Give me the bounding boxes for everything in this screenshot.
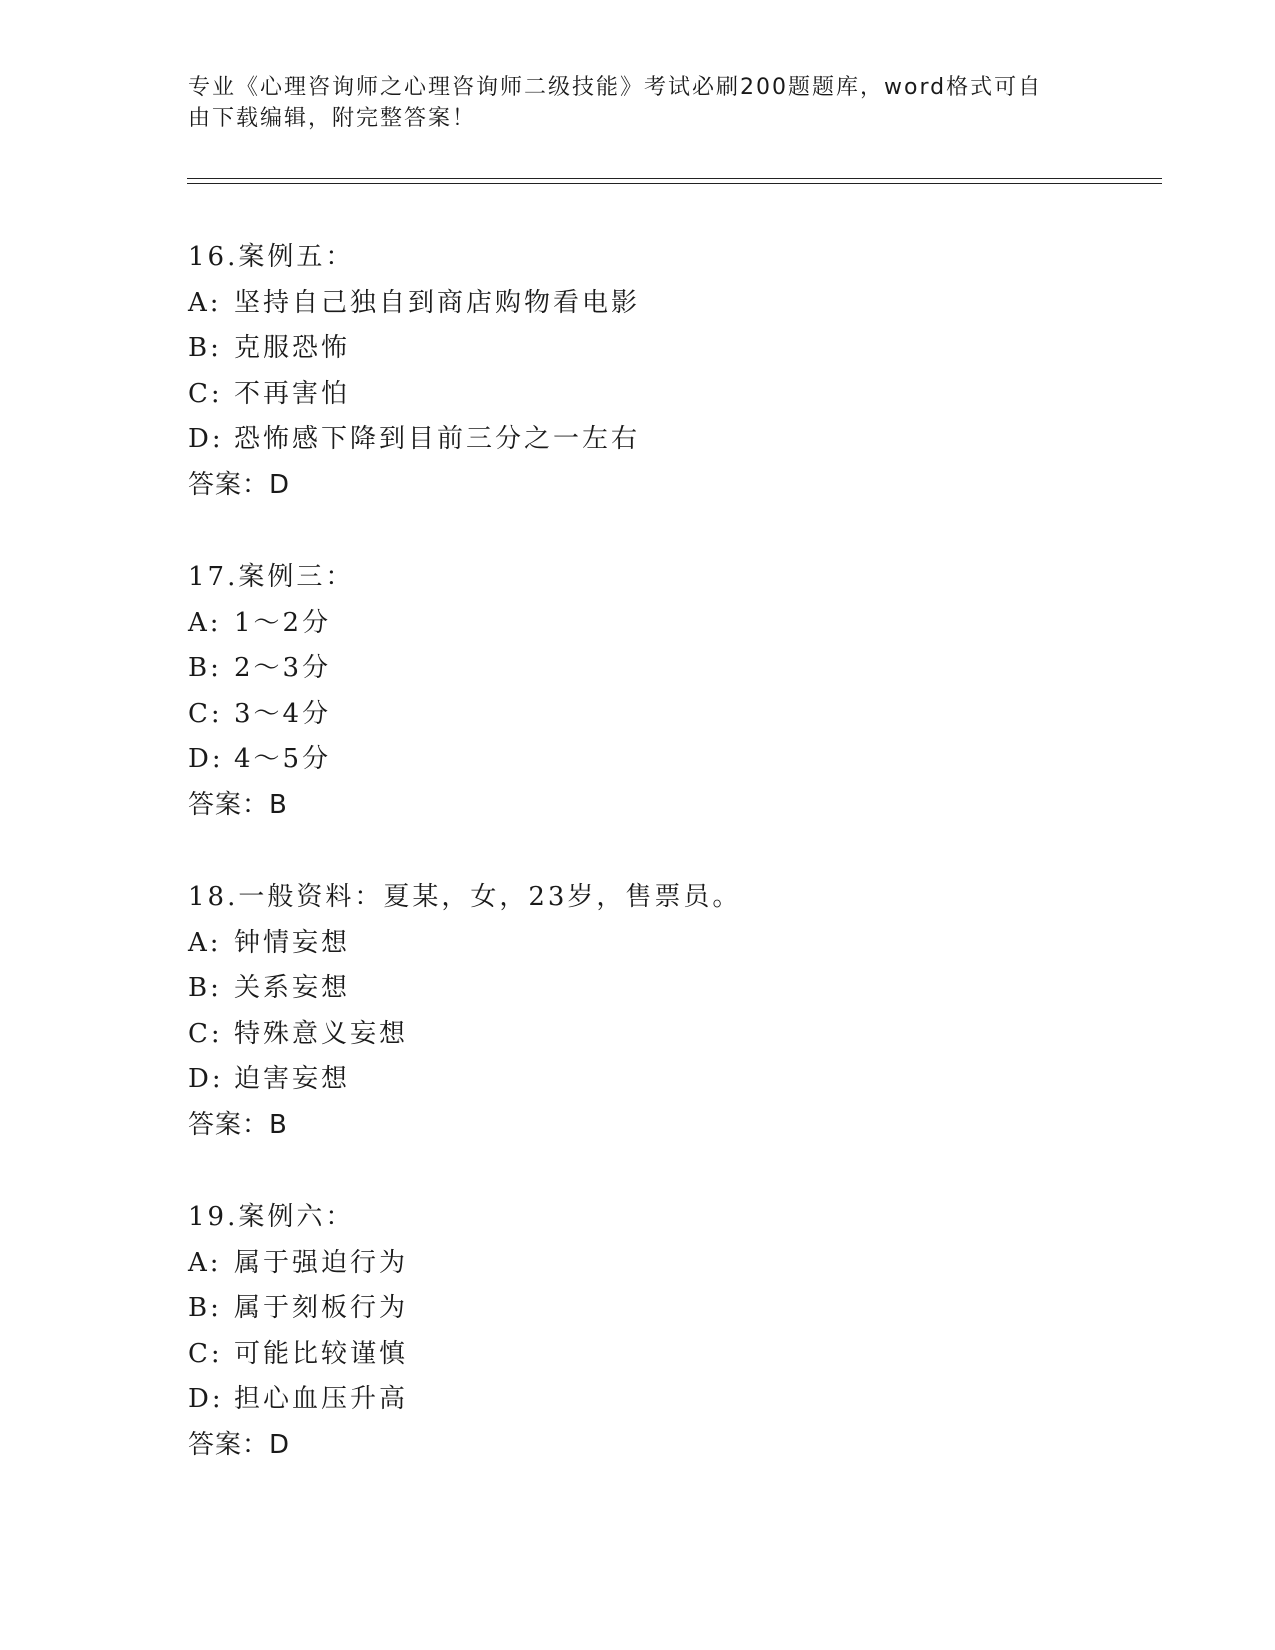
question-block bbox=[188, 235, 1088, 508]
option-text: 3～4分 bbox=[234, 698, 332, 729]
option-c bbox=[188, 692, 1088, 738]
option-letter: D: bbox=[188, 744, 224, 774]
option-d bbox=[188, 1057, 1088, 1103]
option-text: 属于强迫行为 bbox=[234, 1247, 409, 1278]
option-text: 1～2分 bbox=[234, 607, 332, 638]
option-a bbox=[188, 921, 1088, 967]
option-b bbox=[188, 326, 1088, 372]
option-text: 克服恐怖 bbox=[234, 333, 351, 363]
option-a bbox=[188, 281, 1088, 327]
question-block bbox=[188, 875, 1088, 1148]
option-a bbox=[188, 1241, 1088, 1287]
option-b bbox=[188, 966, 1088, 1012]
answer-line: 答案：D bbox=[188, 469, 291, 500]
option-text: 担心血压升高 bbox=[234, 1384, 409, 1414]
option-d bbox=[188, 1377, 1088, 1423]
question-block bbox=[188, 1195, 1088, 1468]
header-line-1: 专业《心理咨询师之心理咨询师二级技能》考试必刷200题题库，word格式可自 bbox=[188, 75, 1043, 100]
answer-line: 答案：B bbox=[188, 789, 288, 820]
question-title: 16.案例五： bbox=[188, 242, 355, 272]
option-d bbox=[188, 417, 1088, 463]
option-text: 坚持自己独自到商店购物看电影 bbox=[234, 287, 641, 318]
option-c bbox=[188, 1332, 1088, 1378]
option-letter: C: bbox=[188, 1338, 223, 1369]
option-b bbox=[188, 646, 1088, 692]
option-letter: D: bbox=[188, 1064, 224, 1094]
question-title: 17.案例三： bbox=[188, 562, 355, 592]
option-text: 迫害妄想 bbox=[234, 1064, 351, 1094]
header-line-2: 由下载编辑，附完整答案！ bbox=[188, 106, 477, 131]
question-block bbox=[188, 555, 1088, 828]
option-letter: B: bbox=[188, 653, 222, 683]
option-c bbox=[188, 1012, 1088, 1058]
answer-line: 答案：D bbox=[188, 1429, 291, 1460]
option-text: 2～3分 bbox=[234, 653, 332, 683]
option-a bbox=[188, 601, 1088, 647]
option-letter: B: bbox=[188, 333, 222, 363]
answer-line: 答案：B bbox=[188, 1109, 288, 1140]
option-letter: C: bbox=[188, 698, 223, 729]
option-c bbox=[188, 372, 1088, 418]
header-divider-top bbox=[187, 178, 1162, 179]
option-letter: A: bbox=[188, 287, 222, 318]
option-text: 恐怖感下降到目前三分之一左右 bbox=[234, 424, 641, 454]
option-letter: D: bbox=[188, 1384, 224, 1414]
option-text: 特殊意义妄想 bbox=[234, 1018, 409, 1049]
option-letter: D: bbox=[188, 424, 224, 454]
option-text: 关系妄想 bbox=[234, 973, 351, 1003]
option-text: 不再害怕 bbox=[234, 378, 351, 409]
option-letter: B: bbox=[188, 1293, 222, 1323]
question-title: 18.一般资料：夏某，女，23岁，售票员。 bbox=[188, 882, 742, 912]
option-letter: A: bbox=[188, 1247, 222, 1278]
option-letter: B: bbox=[188, 973, 222, 1003]
option-text: 钟情妄想 bbox=[234, 927, 351, 958]
option-text: 4～5分 bbox=[234, 744, 332, 774]
option-letter: C: bbox=[188, 1018, 223, 1049]
option-letter: A: bbox=[188, 927, 222, 958]
option-b bbox=[188, 1286, 1088, 1332]
option-letter: A: bbox=[188, 607, 222, 638]
question-title: 19.案例六： bbox=[188, 1202, 355, 1232]
option-text: 可能比较谨慎 bbox=[234, 1338, 409, 1369]
document-header bbox=[188, 72, 1088, 134]
option-letter: C: bbox=[188, 378, 223, 409]
header-divider-bottom bbox=[187, 183, 1162, 184]
option-text: 属于刻板行为 bbox=[234, 1293, 409, 1323]
option-d bbox=[188, 737, 1088, 783]
